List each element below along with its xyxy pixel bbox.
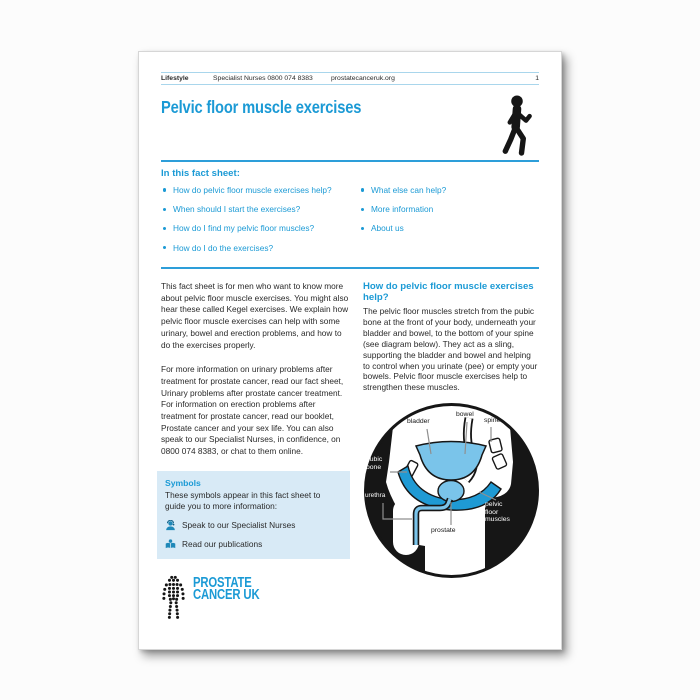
contents-item: About us	[359, 223, 539, 233]
intro-paragraph-2: For more information on urinary problems after treatment for prostate cancer, read our fact sheet, Urinary problems after prostate cancer treatment. For information on erection problems after treatment for prostate cancer, read our booklet, Prostate cancer and your sex life. You can also speak to our Specialist Nurses, in confidence, on 0800 074 8383, or chat to them online.	[161, 364, 344, 457]
specialist-nurse-icon	[165, 520, 176, 531]
header-phone: Specialist Nurses 0800 074 8383	[213, 75, 313, 82]
contents-item: How do I find my pelvic floor muscles?	[161, 223, 359, 233]
intro-paragraph-1: This fact sheet is for men who want to know more about pelvic floor muscle exercises. You might also hear these called Kegel exercises. We explain how pelvic floor muscle exercises can help with some urinary, bowel and erection problems, and how to do the exercises properly.	[161, 281, 349, 350]
page-header	[161, 72, 539, 85]
symbol-row	[165, 539, 342, 550]
contents-item: How do I do the exercises?	[161, 243, 359, 253]
symbol-label: Speak to our Specialist Nurses	[182, 520, 296, 531]
symbols-heading: Symbols	[165, 477, 201, 488]
prostate-cancer-uk-logo	[161, 573, 350, 621]
page-title: Pelvic floor muscle exercises	[161, 97, 362, 117]
label-prostate: prostate	[431, 527, 456, 535]
contents-item: When should I start the exercises?	[161, 204, 359, 214]
label-bowel: bowel	[456, 411, 474, 419]
symbol-label: Read our publications	[182, 539, 263, 550]
header-website: prostatecanceruk.org	[331, 75, 395, 82]
page-number: 1	[535, 75, 539, 82]
section-body: The pelvic floor muscles stretch from the pubic bone at the front of your body, underneath your bladder and bowel, to the bottom of your spine (see diagram below). They act as a sling, supporting the bladder and bowel and helping to control when you urinate (pee) or empty your bowels. Pelvic floor muscle exercises help to strengthen these muscles.	[363, 306, 538, 393]
contents-item: More information	[359, 204, 539, 214]
left-column	[161, 281, 350, 621]
contents-item: What else can help?	[359, 185, 539, 195]
contents-item: How do pelvic floor muscle exercises help?	[161, 185, 359, 195]
contents-list-left	[161, 185, 359, 253]
walking-person-icon	[499, 94, 535, 158]
label-pubic-bone: pubic bone	[366, 456, 383, 471]
logo-line-1: PROSTATE	[193, 574, 252, 591]
read-publications-icon	[165, 539, 176, 550]
label-bladder: bladder	[407, 418, 430, 426]
logo-line-2: CANCER UK	[193, 587, 260, 604]
anatomy-illustration	[363, 402, 540, 579]
symbols-box	[157, 471, 350, 559]
pelvic-anatomy-diagram	[363, 402, 540, 579]
label-spine: spine	[484, 417, 501, 425]
symbol-row	[165, 520, 342, 531]
contents-section	[161, 160, 539, 269]
contents-list-right	[359, 185, 539, 234]
label-urethra: urethra	[365, 492, 386, 500]
contents-heading: In this fact sheet:	[161, 168, 240, 179]
section-heading: How do pelvic floor muscle exercises help?	[363, 281, 534, 303]
logo-wordmark	[193, 574, 260, 604]
right-column	[363, 281, 540, 621]
label-pelvic-floor: pelvic floor muscles	[485, 501, 510, 524]
man-of-men-icon	[161, 573, 186, 621]
symbols-text: These symbols appear in this fact sheet to guide you to more information:	[165, 489, 321, 511]
header-category: Lifestyle	[161, 75, 189, 82]
factsheet-page	[138, 51, 562, 650]
